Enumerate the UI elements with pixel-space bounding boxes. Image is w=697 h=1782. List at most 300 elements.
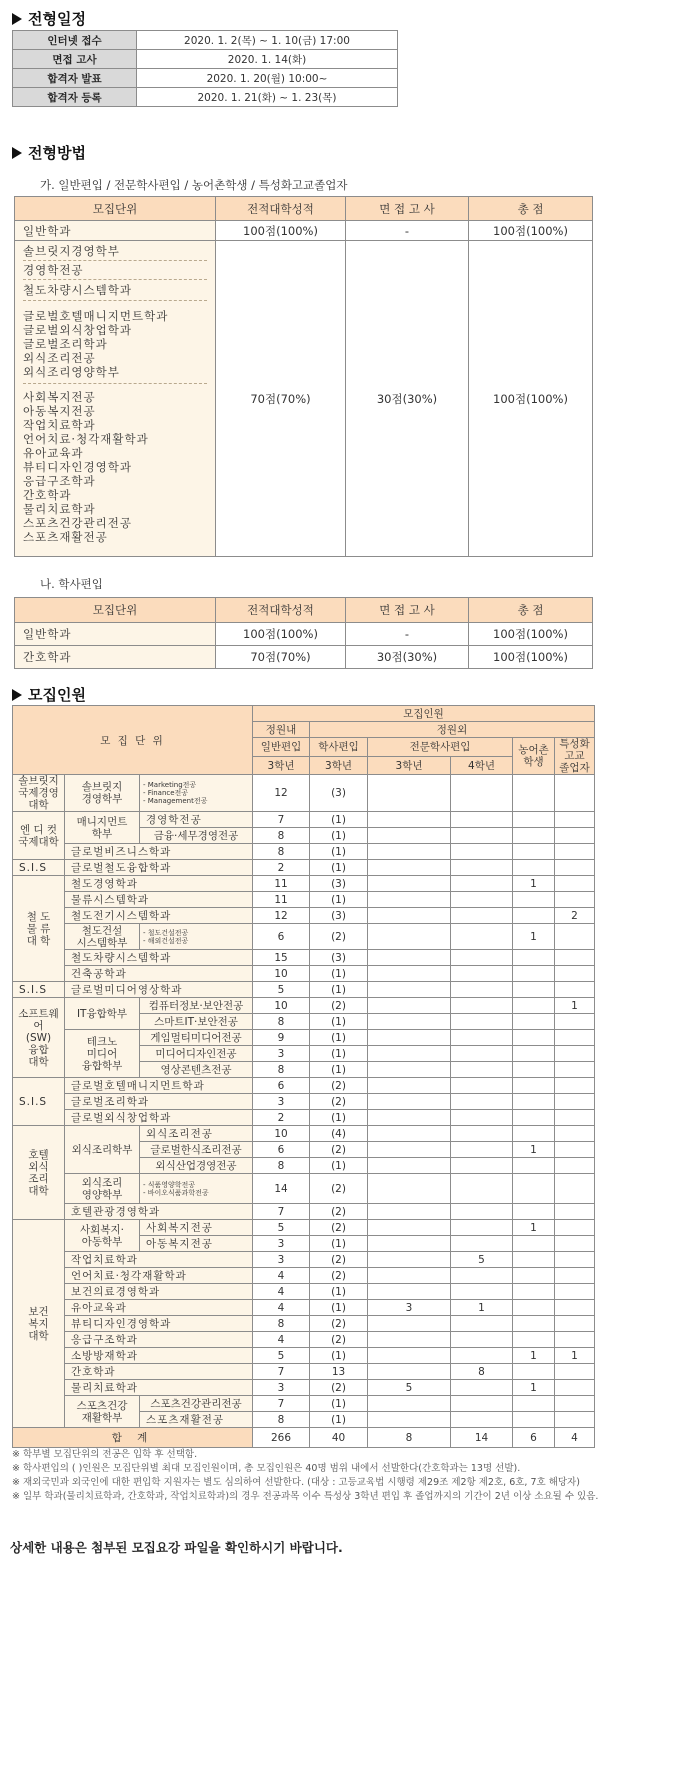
n-assoc4 xyxy=(451,812,513,828)
college-health: 보건 복지 대학 xyxy=(13,1220,65,1428)
n-special xyxy=(555,1062,595,1078)
n-bachelor: (1) xyxy=(310,1236,368,1252)
n-rural xyxy=(513,1062,555,1078)
note-item: ※ 재외국민과 외국인에 대한 편입학 지원자는 별도 심의하여 선발한다. (대상 : 고등교육법 시행령 제29조 제2항 제2호, 6호, 7호 해당자) xyxy=(12,1477,580,1488)
header-grade: 전적대학성적 xyxy=(216,598,346,623)
header-general: 일반편입 xyxy=(253,738,310,757)
n-special xyxy=(555,924,595,950)
n-assoc3 xyxy=(368,860,451,876)
n-bachelor: (2) xyxy=(310,1332,368,1348)
unit-item: 글로벌호텔매니지먼트학과 xyxy=(23,300,207,323)
n-assoc3 xyxy=(368,1412,451,1428)
n-assoc3 xyxy=(368,998,451,1014)
n-special xyxy=(555,1126,595,1142)
unit-item: 철도차량시스템학과 xyxy=(23,279,207,300)
n-assoc4 xyxy=(451,1268,513,1284)
n-special xyxy=(555,828,595,844)
major-name: 물류시스템학과 xyxy=(65,892,253,908)
n-bachelor: (2) xyxy=(310,1142,368,1158)
n-assoc4 xyxy=(451,876,513,892)
n-rural xyxy=(513,844,555,860)
n-bachelor: 13 xyxy=(310,1364,368,1380)
n-general: 8 xyxy=(253,844,310,860)
header-inside: 정원내 xyxy=(253,722,310,738)
n-special xyxy=(555,892,595,908)
dept-name: IT융합학부 xyxy=(65,998,140,1030)
total-bachelor: 40 xyxy=(310,1428,368,1448)
n-assoc4: 1 xyxy=(451,1300,513,1316)
n-assoc3: 3 xyxy=(368,1300,451,1316)
n-general: 15 xyxy=(253,950,310,966)
major-name: 영상콘텐츠전공 xyxy=(140,1062,253,1078)
college-sis: S.I.S xyxy=(13,1078,65,1126)
n-general: 10 xyxy=(253,998,310,1014)
n-rural xyxy=(513,775,555,812)
n-special xyxy=(555,1284,595,1300)
total-assoc4: 14 xyxy=(451,1428,513,1448)
n-bachelor: (1) xyxy=(310,966,368,982)
n-special xyxy=(555,982,595,998)
dept-name: 매니지먼트 학부 xyxy=(65,812,140,844)
n-bachelor: (1) xyxy=(310,844,368,860)
n-bachelor: (1) xyxy=(310,860,368,876)
header-year3: 3학년 xyxy=(310,756,368,775)
dept-name: 사회복지· 아동학부 xyxy=(65,1220,140,1252)
n-general: 12 xyxy=(253,908,310,924)
n-assoc4 xyxy=(451,1126,513,1142)
n-special xyxy=(555,860,595,876)
n-rural xyxy=(513,1204,555,1220)
schedule-table xyxy=(12,30,398,107)
n-assoc4 xyxy=(451,998,513,1014)
schedule-label: 합격자 등록 xyxy=(13,88,137,107)
n-special xyxy=(555,1158,595,1174)
n-rural xyxy=(513,1078,555,1094)
grade-value: 70점(70%) xyxy=(216,241,346,557)
n-bachelor: (2) xyxy=(310,1204,368,1220)
n-bachelor: (2) xyxy=(310,1094,368,1110)
n-rural xyxy=(513,1268,555,1284)
dept-name: 철도건설 시스템학부 xyxy=(65,924,140,950)
major-name: 컴퓨터정보·보안전공 xyxy=(140,998,253,1014)
total-value: 100점(100%) xyxy=(469,623,593,646)
n-assoc3 xyxy=(368,1348,451,1364)
n-bachelor: (1) xyxy=(310,1110,368,1126)
n-special xyxy=(555,1380,595,1396)
n-bachelor: (1) xyxy=(310,892,368,908)
header-bachelor: 학사편입 xyxy=(310,738,368,757)
n-bachelor: (1) xyxy=(310,1030,368,1046)
unit-item: 스포츠재활전공 xyxy=(23,530,108,544)
schedule-value: 2020. 1. 2(목) ~ 1. 10(금) 17:00 xyxy=(137,31,398,50)
n-general: 8 xyxy=(253,1062,310,1078)
n-assoc3 xyxy=(368,1062,451,1078)
n-bachelor: (1) xyxy=(310,1158,368,1174)
n-assoc3 xyxy=(368,876,451,892)
n-assoc4 xyxy=(451,1396,513,1412)
n-general: 8 xyxy=(253,1316,310,1332)
n-rural: 1 xyxy=(513,1142,555,1158)
header-total: 총 점 xyxy=(469,197,593,221)
n-general: 10 xyxy=(253,966,310,982)
n-special xyxy=(555,1014,595,1030)
n-assoc4 xyxy=(451,1348,513,1364)
n-rural xyxy=(513,998,555,1014)
major-name: 뷰티디자인경영학과 xyxy=(65,1316,253,1332)
header-unit: 모집단위 xyxy=(15,197,216,221)
major-name: 외식산업경영전공 xyxy=(140,1158,253,1174)
n-assoc3 xyxy=(368,1284,451,1300)
n-bachelor: (2) xyxy=(310,1220,368,1236)
unit-item: 간호학과 xyxy=(23,488,72,502)
n-assoc4 xyxy=(451,1284,513,1300)
n-special: 2 xyxy=(555,908,595,924)
major-name: 언어치료·청각재활학과 xyxy=(65,1268,253,1284)
major-name: 건축공학과 xyxy=(65,966,253,982)
n-assoc3 xyxy=(368,1110,451,1126)
n-rural xyxy=(513,1014,555,1030)
n-general: 8 xyxy=(253,828,310,844)
dept-name: 솔브릿지 경영학부 xyxy=(65,775,140,812)
n-special xyxy=(555,1174,595,1204)
major-name: 유아교육과 xyxy=(65,1300,253,1316)
schedule-row xyxy=(13,50,398,69)
major-name: 글로벌한식조리전공 xyxy=(140,1142,253,1158)
major-name: 글로벌외식창업학과 xyxy=(65,1110,253,1126)
n-assoc4 xyxy=(451,1236,513,1252)
n-general: 12 xyxy=(253,775,310,812)
section-title-method xyxy=(12,142,86,163)
n-special xyxy=(555,812,595,828)
n-assoc4 xyxy=(451,1204,513,1220)
n-bachelor: (1) xyxy=(310,1046,368,1062)
n-assoc4 xyxy=(451,860,513,876)
n-special xyxy=(555,1364,595,1380)
header-special: 특성화고교 졸업자 xyxy=(555,738,595,775)
n-rural xyxy=(513,1174,555,1204)
major-name: 철도전기시스템학과 xyxy=(65,908,253,924)
schedule-value: 2020. 1. 20(월) 10:00~ xyxy=(137,69,398,88)
n-rural xyxy=(513,1126,555,1142)
n-rural xyxy=(513,982,555,998)
n-general: 11 xyxy=(253,892,310,908)
n-general: 11 xyxy=(253,876,310,892)
n-assoc3 xyxy=(368,1396,451,1412)
n-special xyxy=(555,1268,595,1284)
n-rural xyxy=(513,1284,555,1300)
dept-name: 외식조리학부 xyxy=(65,1126,140,1174)
unit-item: 솔브릿지경영학부 xyxy=(23,244,120,258)
n-bachelor: (1) xyxy=(310,982,368,998)
n-general: 7 xyxy=(253,1204,310,1220)
n-special: 1 xyxy=(555,998,595,1014)
n-assoc4 xyxy=(451,1062,513,1078)
n-general: 7 xyxy=(253,812,310,828)
major-name: - 식품영양학전공 - 바이오식품과학전공 xyxy=(140,1174,253,1204)
unit-item: 글로벌외식창업학과 xyxy=(23,323,132,337)
note-item: ※ 학사편입의 ( )인원은 모집단위별 최대 모집인원이며, 총 모집인원은 40명 범위 내에서 선발한다(간호학과는 13명 선발). xyxy=(12,1463,521,1474)
schedule-row xyxy=(13,31,398,50)
n-assoc3 xyxy=(368,966,451,982)
n-general: 3 xyxy=(253,1252,310,1268)
n-assoc4: 8 xyxy=(451,1364,513,1380)
n-rural: 1 xyxy=(513,1348,555,1364)
total-rural: 6 xyxy=(513,1428,555,1448)
college-endicott: 엔 디 컷 국제대학 xyxy=(13,812,65,860)
header-unit: 모 집 단 위 xyxy=(13,706,253,775)
schedule-label: 면접 고사 xyxy=(13,50,137,69)
n-special xyxy=(555,1142,595,1158)
n-general: 8 xyxy=(253,1158,310,1174)
n-assoc3 xyxy=(368,1158,451,1174)
n-assoc4 xyxy=(451,908,513,924)
college-hotel: 호텔 외식 조리 대학 xyxy=(13,1126,65,1220)
n-bachelor: (3) xyxy=(310,876,368,892)
n-assoc4 xyxy=(451,924,513,950)
n-rural xyxy=(513,860,555,876)
grade-value: 70점(70%) xyxy=(216,646,346,669)
method-b-subtitle: 나. 학사편입 xyxy=(40,577,103,591)
header-interview: 면 접 고 사 xyxy=(346,197,469,221)
n-assoc3 xyxy=(368,1174,451,1204)
header-year4: 4학년 xyxy=(451,756,513,775)
n-assoc3 xyxy=(368,1078,451,1094)
n-rural xyxy=(513,1412,555,1428)
unit-item: 경영학전공 xyxy=(23,260,207,279)
major-name: 철도차량시스템학과 xyxy=(65,950,253,966)
grade-value: 100점(100%) xyxy=(216,623,346,646)
n-assoc4 xyxy=(451,1332,513,1348)
major-name: 간호학과 xyxy=(65,1364,253,1380)
n-bachelor: (1) xyxy=(310,812,368,828)
n-general: 3 xyxy=(253,1046,310,1062)
n-bachelor: (4) xyxy=(310,1126,368,1142)
n-general: 4 xyxy=(253,1284,310,1300)
dept-name: 외식조리 영양학부 xyxy=(65,1174,140,1204)
n-assoc4 xyxy=(451,775,513,812)
total-assoc3: 8 xyxy=(368,1428,451,1448)
unit-item: 유아교육과 xyxy=(23,446,84,460)
n-general: 5 xyxy=(253,982,310,998)
n-assoc3 xyxy=(368,908,451,924)
n-general: 4 xyxy=(253,1300,310,1316)
n-rural xyxy=(513,892,555,908)
n-special xyxy=(555,1204,595,1220)
dept-name: 테크노 미디어 융합학부 xyxy=(65,1030,140,1078)
n-assoc3 xyxy=(368,892,451,908)
n-assoc4 xyxy=(451,1030,513,1046)
interview-value: - xyxy=(346,623,469,646)
n-assoc3 xyxy=(368,1364,451,1380)
n-bachelor: (2) xyxy=(310,1078,368,1094)
n-bachelor: (2) xyxy=(310,924,368,950)
n-assoc4: 5 xyxy=(451,1252,513,1268)
n-general: 9 xyxy=(253,1030,310,1046)
header-year3: 3학년 xyxy=(368,756,451,775)
n-rural xyxy=(513,1332,555,1348)
n-general: 6 xyxy=(253,924,310,950)
n-assoc3 xyxy=(368,1316,451,1332)
section-title-text: 전형방법 xyxy=(28,144,86,162)
n-bachelor: (2) xyxy=(310,1174,368,1204)
n-assoc3 xyxy=(368,812,451,828)
major-name: 경영학전공 xyxy=(140,812,253,828)
dept-name: 스포츠건강 재활학부 xyxy=(65,1396,140,1428)
n-special xyxy=(555,1396,595,1412)
unit-general: 일반학과 xyxy=(15,623,216,646)
unit-list xyxy=(15,241,216,557)
interview-value: - xyxy=(346,221,469,241)
major-name: 소방방재학과 xyxy=(65,1348,253,1364)
n-bachelor: (3) xyxy=(310,775,368,812)
n-rural xyxy=(513,1046,555,1062)
n-assoc4 xyxy=(451,828,513,844)
n-rural xyxy=(513,1236,555,1252)
n-assoc3 xyxy=(368,828,451,844)
header-interview: 면 접 고 사 xyxy=(346,598,469,623)
unit-item: 작업치료학과 xyxy=(23,418,96,432)
major-name: 스포츠재활전공 xyxy=(140,1412,253,1428)
n-assoc3 xyxy=(368,1142,451,1158)
n-assoc3 xyxy=(368,1014,451,1030)
n-assoc3 xyxy=(368,1220,451,1236)
n-assoc3 xyxy=(368,924,451,950)
n-general: 6 xyxy=(253,1078,310,1094)
n-special xyxy=(555,1412,595,1428)
major-name: 금융·세무경영전공 xyxy=(140,828,253,844)
n-general: 7 xyxy=(253,1364,310,1380)
major-name: 호텔관광경영학과 xyxy=(65,1204,253,1220)
n-general: 3 xyxy=(253,1380,310,1396)
n-general: 10 xyxy=(253,1126,310,1142)
n-rural xyxy=(513,1364,555,1380)
college-railroad: 철 도 물 류 대 학 xyxy=(13,876,65,982)
n-assoc4 xyxy=(451,892,513,908)
note-item: ※ 일부 학과(물리치료학과, 간호학과, 작업치료학과)의 경우 전공과목 이수 특성상 3학년 편입 후 졸업까지의 기간이 2년 이상 소요될 수 있음. xyxy=(12,1491,599,1502)
unit-item: 물리치료학과 xyxy=(23,502,96,516)
schedule-value: 2020. 1. 21(화) ~ 1. 23(목) xyxy=(137,88,398,107)
schedule-value: 2020. 1. 14(화) xyxy=(137,50,398,69)
n-special xyxy=(555,1110,595,1126)
method-a-subtitle: 가. 일반편입 / 전문학사편입 / 농어촌학생 / 특성화고교졸업자 xyxy=(40,178,348,192)
n-special xyxy=(555,966,595,982)
grade-value: 100점(100%) xyxy=(216,221,346,241)
major-name: 글로벌비즈니스학과 xyxy=(65,844,253,860)
n-bachelor: (1) xyxy=(310,1014,368,1030)
schedule-row xyxy=(13,88,398,107)
unit-item: 글로벌조리학과 xyxy=(23,337,108,351)
n-assoc4 xyxy=(451,966,513,982)
n-assoc4 xyxy=(451,844,513,860)
header-outside: 정원외 xyxy=(310,722,595,738)
total-value: 100점(100%) xyxy=(469,221,593,241)
n-special xyxy=(555,1094,595,1110)
n-assoc3 xyxy=(368,775,451,812)
n-assoc4 xyxy=(451,1316,513,1332)
final-notice: 상세한 내용은 첨부된 모집요강 파일을 확인하시기 바랍니다. xyxy=(10,1540,343,1555)
n-bachelor: (1) xyxy=(310,1348,368,1364)
total-label: 합 계 xyxy=(13,1428,253,1448)
n-special: 1 xyxy=(555,1348,595,1364)
n-general: 5 xyxy=(253,1348,310,1364)
n-bachelor: (2) xyxy=(310,1316,368,1332)
header-total: 총 점 xyxy=(469,598,593,623)
n-special xyxy=(555,1220,595,1236)
n-bachelor: (1) xyxy=(310,1300,368,1316)
n-bachelor: (3) xyxy=(310,950,368,966)
n-assoc4 xyxy=(451,1078,513,1094)
n-assoc3 xyxy=(368,1252,451,1268)
n-assoc4 xyxy=(451,1142,513,1158)
n-special xyxy=(555,1332,595,1348)
triangle-icon xyxy=(12,147,22,159)
n-assoc3 xyxy=(368,1046,451,1062)
n-assoc4 xyxy=(451,1220,513,1236)
n-general: 3 xyxy=(253,1094,310,1110)
n-rural xyxy=(513,908,555,924)
header-grade: 전적대학성적 xyxy=(216,197,346,221)
n-bachelor: (2) xyxy=(310,1252,368,1268)
n-rural xyxy=(513,1030,555,1046)
major-name: 글로벌철도융합학과 xyxy=(65,860,253,876)
n-assoc3 xyxy=(368,1204,451,1220)
interview-value: 30점(30%) xyxy=(346,241,469,557)
n-assoc4 xyxy=(451,1110,513,1126)
n-assoc3 xyxy=(368,950,451,966)
n-assoc4 xyxy=(451,950,513,966)
n-rural: 1 xyxy=(513,924,555,950)
n-assoc3 xyxy=(368,1094,451,1110)
major-name: 응급구조학과 xyxy=(65,1332,253,1348)
major-name: 보건의료경영학과 xyxy=(65,1284,253,1300)
n-rural: 1 xyxy=(513,1220,555,1236)
n-bachelor: (1) xyxy=(310,1062,368,1078)
n-special xyxy=(555,775,595,812)
major-name: - Marketing전공 - Finance전공 - Management전공 xyxy=(140,775,253,812)
major-name: 스포츠건강관리전공 xyxy=(140,1396,253,1412)
n-assoc4 xyxy=(451,982,513,998)
n-assoc3 xyxy=(368,844,451,860)
n-general: 8 xyxy=(253,1412,310,1428)
n-assoc4 xyxy=(451,1094,513,1110)
unit-item: 언어치료·청각재활학과 xyxy=(23,432,149,446)
n-general: 4 xyxy=(253,1268,310,1284)
college-sis: S.I.S xyxy=(13,860,65,876)
n-assoc3 xyxy=(368,1030,451,1046)
n-rural xyxy=(513,1252,555,1268)
section-title-text: 모집인원 xyxy=(28,686,86,704)
unit-item: 외식조리전공 xyxy=(23,351,96,365)
n-assoc3 xyxy=(368,1268,451,1284)
interview-value: 30점(30%) xyxy=(346,646,469,669)
n-rural xyxy=(513,950,555,966)
n-special xyxy=(555,1078,595,1094)
n-bachelor: (1) xyxy=(310,1412,368,1428)
major-name: 글로벌조리학과 xyxy=(65,1094,253,1110)
notes xyxy=(12,1448,598,1504)
n-rural: 1 xyxy=(513,1380,555,1396)
n-bachelor: (1) xyxy=(310,1284,368,1300)
n-assoc4 xyxy=(451,1380,513,1396)
triangle-icon xyxy=(12,13,22,25)
total-general: 266 xyxy=(253,1428,310,1448)
n-general: 2 xyxy=(253,860,310,876)
schedule-row xyxy=(13,69,398,88)
n-rural xyxy=(513,812,555,828)
major-name: 물리치료학과 xyxy=(65,1380,253,1396)
n-special xyxy=(555,1300,595,1316)
n-bachelor: (1) xyxy=(310,1396,368,1412)
